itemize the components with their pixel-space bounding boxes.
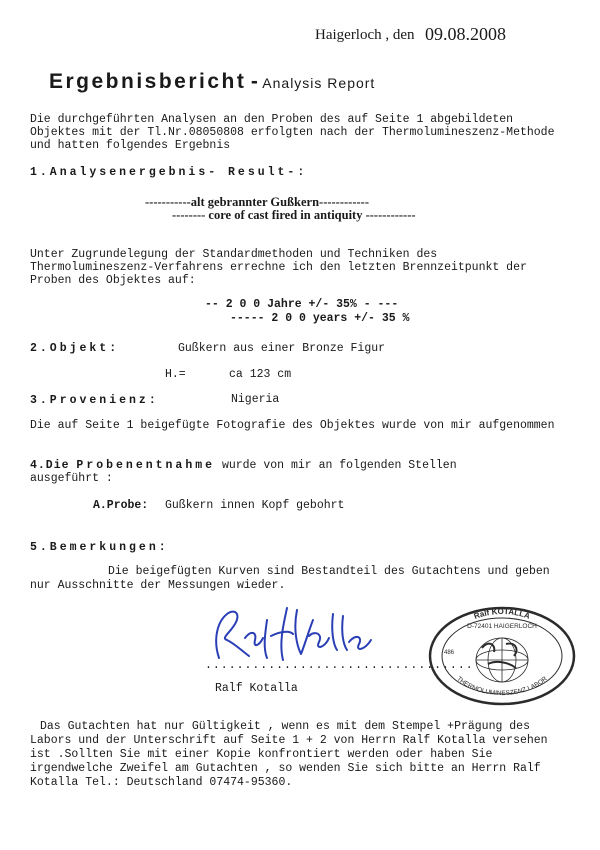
stamp-number: 486 [444, 650, 455, 656]
remarks-line: Die beigefügten Kurven sind Bestandteil des Gutachtens und geben [108, 565, 550, 578]
sampling-line2: ausgeführt : [30, 472, 113, 485]
title-dash: - [250, 70, 258, 93]
report-title [49, 70, 375, 94]
footer-line: ist .Sollten Sie mit einer Kopie konfrontiert werden oder haben Sie [30, 748, 493, 761]
section-heading-remarks: 5.Bemerkungen: [30, 541, 169, 554]
title-main: Ergebnisbericht [49, 70, 247, 93]
section-heading-provenance: 3.Provenienz: [30, 394, 159, 407]
footer-line: Kotalla Tel.: Deutschland 07474-95360. [30, 776, 293, 789]
report-date: 09.08.2008 [425, 24, 506, 44]
probe-label: A.Probe: [93, 499, 149, 512]
provenance-text: Die auf Seite 1 beigefügte Fotografie des Objektes wurde von mir aufgenommen [30, 419, 555, 432]
intro-line: Die durchgeführten Analysen an den Proben des auf Seite 1 abgebildeten [30, 113, 514, 126]
stamp-scribble-icon [482, 644, 516, 668]
intro-line: Objektes mit der Tl.Nr.08050808 erfolgten nach der Thermolumineszenz-Methode [30, 126, 555, 139]
remarks-line: nur Ausschnitte der Messungen wieder. [30, 579, 286, 592]
method-line: Thermolumineszenz-Verfahrens errechne ich den letzten Brennzeitpunkt der [30, 261, 527, 274]
sampling-prefix: 4.Die [30, 459, 70, 472]
age-english: ----- 2 0 0 years +/- 35 % [230, 312, 410, 325]
height-label: H.= [165, 368, 186, 381]
result-german: -----------alt gebrannter Gußkern------------ [145, 195, 369, 209]
footer-line: Das Gutachten hat nur Gültigkeit , wenn es mit dem Stempel +Prägung des [40, 720, 530, 733]
intro-line: und hatten folgendes Ergebnis [30, 139, 231, 152]
laboratory-stamp [422, 598, 582, 708]
sampling-title: Probenentnahme [76, 459, 216, 472]
stamp-bottom-text: THERMOLUMINESZENZ LABOR [455, 675, 549, 698]
signature-dotted-line: .................................. [205, 659, 474, 672]
sampling-rest: wurde von mir an folgenden Stellen [221, 459, 457, 472]
report-place: Haigerloch , den [315, 27, 415, 43]
footer-line: irgendwelche Zweifel am Gutachten , so wenden Sie sich bitte an Herrn Ralf [30, 762, 541, 775]
stamp-top-text: Ralf KOTALLA [472, 606, 532, 621]
section-heading-result: 1.Analysenergebnis- Result-: [30, 166, 308, 179]
title-sub: Analysis Report [262, 75, 376, 91]
sampling-heading [30, 459, 457, 472]
footer-line: Labors und der Unterschrift auf Seite 1 + 2 von Herrn Ralf Kotalla versehen [30, 734, 548, 747]
section-heading-object: 2.Objekt: [30, 342, 120, 355]
object-value: Gußkern aus einer Bronze Figur [178, 342, 386, 355]
age-german: -- 2 0 0 Jahre +/- 35% - --- [205, 298, 399, 311]
height-value: ca 123 cm [229, 368, 292, 381]
method-line: Unter Zugrundelegung der Standardmethoden und Techniken des [30, 248, 438, 261]
signer-name: Ralf Kotalla [215, 682, 298, 695]
provenance-value: Nigeria [231, 393, 280, 406]
probe-value: Gußkern innen Kopf gebohrt [165, 499, 345, 512]
method-line: Proben des Objektes auf: [30, 274, 196, 287]
stamp-address: D-72401 HAIGERLOCH [467, 623, 537, 630]
result-english: -------- core of cast fired in antiquity ------------ [172, 208, 416, 222]
